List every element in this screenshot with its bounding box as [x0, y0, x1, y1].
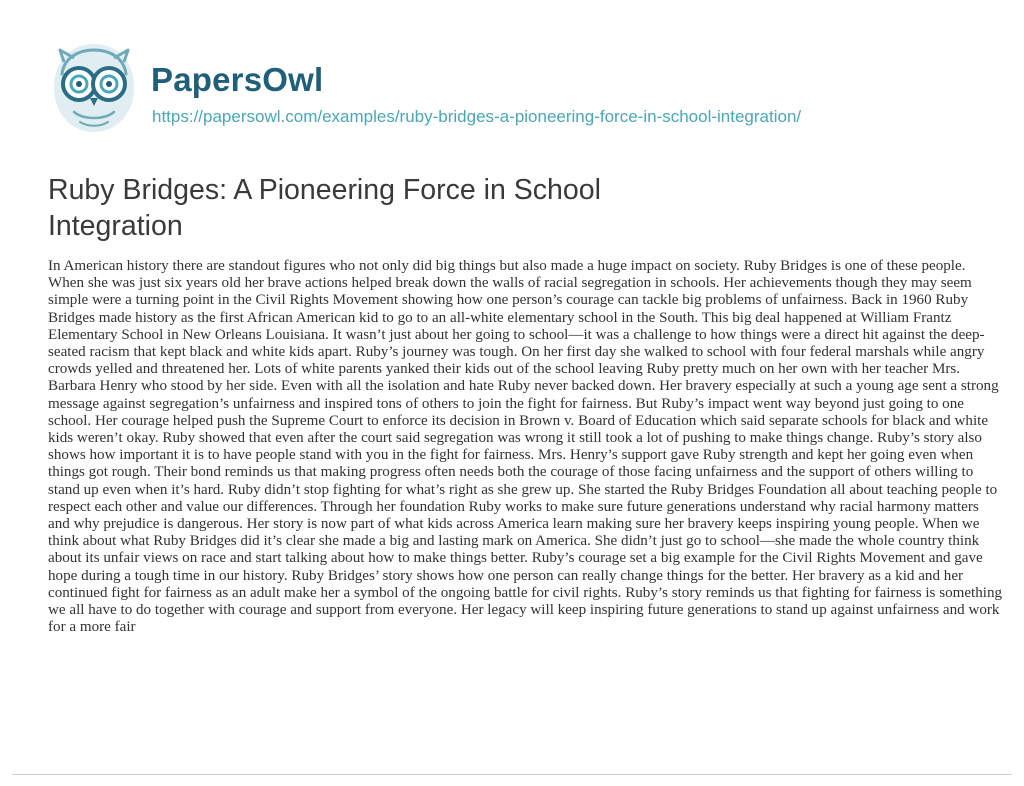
- source-url-link[interactable]: https://papersowl.com/examples/ruby-bridges-a-pioneering-force-in-school-integration/: [152, 107, 802, 126]
- article-title: Ruby Bridges: A Pioneering Force in School Integration: [48, 174, 601, 242]
- article-body: In American history there are standout figures who not only did big things but also made a huge impact on society. Ruby Bridges is one of these people. When she was just six years old her brave actions helped break down the walls of racial segregation in schools. Her achievements though they may seem simple were a turning point in the Civil Rights Movement showing how one person’s courage can tackle big problems of unfairness. Back in 1960 Ruby Bridges made history as the first African American kid to go to an all-white elementary school in the South. This big deal happened at William Frantz Elementary School in New Orleans Louisiana. It wasn’t just about her going to school—it was a challenge to how things were a direct hit against the deep-seated racism that kept black and white kids apart. Ruby’s journey was tough. On her first day she walked to school with four federal marshals while angry crowds yelled and threatened her. Lots of white parents yanked their kids out of the school leaving Ruby pretty much on her own with her teacher Mrs. Barbara Henry who stood by her side. Even with all the isolation and hate Ruby never backed down. Her bravery especially at such a young age sent a strong message against segregation’s unfairness and inspired tons of others to join the fight for fairness. But Ruby’s impact went way beyond just going to one school. Her courage helped push the Supreme Court to enforce its decision in Brown v. Board of Education which said separate schools for black and white kids weren’t okay. Ruby showed that even after the court said segregation was wrong it still took a lot of pushing to make things change. Ruby’s story also shows how important it is to have people stand with you in the fight for fairness. Mrs. Henry’s support gave Ruby strength and kept her going even when things got rough. Their bond reminds us that making progress often needs both the courage of those facing unfairness and the support of others willing to stand up even when it’s hard. Ruby didn’t stop fighting for what’s right as she grew up. She started the Ruby Bridges Foundation all about teaching people to respect each other and value our differences. Through her foundation Ruby works to make sure future generations understand why racial harmony matters and why prejudice is dangerous. Her story is now part of what kids across America learn making sure her bravery keeps inspiring young people. When we think about what Ruby Bridges did it’s clear she made a big and lasting mark on America. She didn’t just go to school—she made the whole country think about its unfair views on race and start talking about how to make things better. Ruby’s courage set a big example for the Civil Rights Movement and gave hope during a tough time in our history. Ruby Bridges’ story shows how one person can really change things for the better. Her bravery as a kid and her continued fight for fairness as an adult make her a symbol of the ongoing battle for civil rights. Ruby’s story reminds us that fighting for fairness is something we all have to do together with courage and support from everyone. Her legacy will keep inspiring future generations to stand up against unfairness and work for a more fair: [48, 258, 1003, 636]
- bottom-divider: [12, 774, 1012, 775]
- site-header: [48, 40, 948, 140]
- brand-name[interactable]: PapersOwl: [151, 61, 324, 98]
- owl-icon: [48, 40, 140, 136]
